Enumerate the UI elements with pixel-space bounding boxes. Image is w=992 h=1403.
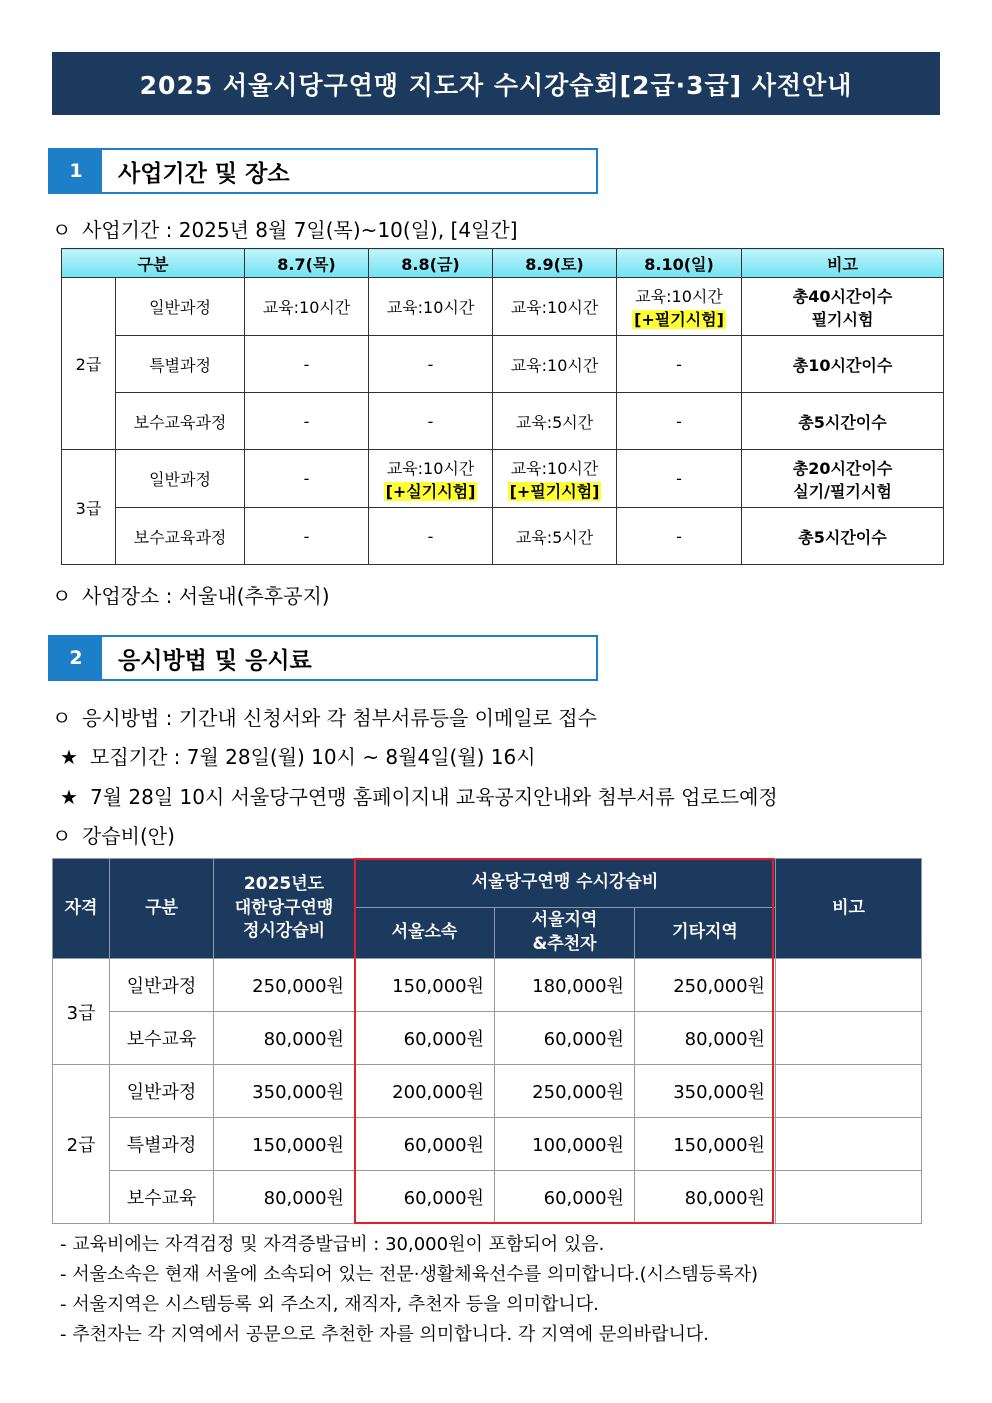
day-cell: - [617,393,742,450]
fee-region-cell: 60,000원 [495,1171,635,1224]
schedule-header-day2: 8.8(금) [369,249,493,278]
fee-regular-cell: 350,000원 [214,1065,355,1118]
day-cell: - [245,336,369,393]
fee-region-cell: 60,000원 [495,1012,635,1065]
note-line: 필기시험 [811,309,874,329]
footnote: - 교육비에는 자격검정 및 자격증발급비 : 30,000원이 포함되어 있음. [60,1234,605,1255]
day-cell: 교육:10시간 [245,278,369,336]
schedule-row [62,508,944,565]
note-cell [742,278,944,336]
day-cell: - [617,450,742,508]
fee-header-line: 서울지역 [531,910,598,931]
fee-header-row [53,859,922,908]
exam-tag: [+필기시험] [634,309,724,329]
fee-line [52,820,175,849]
fee-header-group: 서울당구연맹 수시강습비 [355,859,776,908]
day-cell: 교육:10시간 [493,336,617,393]
fee-grade-2-cell: 2급 [53,1065,110,1224]
fee-header-line: &추천자 [532,934,597,954]
note-line: 총20시간이수 [792,458,893,478]
footnote: - 추천자는 각 지역에서 공문으로 추천한 자를 의미합니다. 각 지역에 문의바랍니다. [60,1324,709,1345]
day-cell: 교육:10시간 [369,278,493,336]
fee-note-cell [776,1171,922,1224]
day-cell [493,450,617,508]
document-title: 2025 서울시당구연맹 지도자 수시강습회[2급·3급] 사전안내 [52,52,940,115]
fee-regular-cell: 250,000원 [214,959,355,1012]
fee-note-cell [776,1065,922,1118]
day-cell [617,278,742,336]
footnote: - 서울소속은 현재 서울에 소속되어 있는 전문·생활체육선수를 의미합니다.(시스템등록자) [60,1264,758,1285]
fee-other-cell: 80,000원 [635,1171,776,1224]
day-cell: - [369,336,493,393]
upload-line [60,781,778,810]
schedule-table [61,248,944,565]
day-cell: - [245,393,369,450]
method-line [52,702,597,731]
fee-other-cell: 350,000원 [635,1065,776,1118]
fee-course-cell: 일반과정 [110,1065,214,1118]
day-text: 교육:10시간 [386,458,475,478]
circle-bullet-icon: ㅇ [52,584,72,608]
fee-seoul-cell: 200,000원 [355,1065,495,1118]
method-text: 응시방법 : 기간내 신청서와 각 첨부서류등을 이메일로 접수 [82,706,597,730]
place-line [52,580,330,609]
fee-row [53,1012,922,1065]
fee-header-region [495,908,635,959]
note-cell [742,450,944,508]
period-line [52,214,518,243]
fee-header-line: 2025년도 [243,873,325,894]
section-1-number: 1 [50,150,102,192]
fee-seoul-cell: 60,000원 [355,1118,495,1171]
fee-header-line: 정시강습비 [242,921,326,942]
schedule-row [62,450,944,508]
day-cell: - [617,336,742,393]
fee-row [53,1171,922,1224]
grade-2-cell: 2급 [62,278,116,450]
upload-text: 7월 28일 10시 서울당구연맹 홈페이지내 교육공지안내와 첨부서류 업로드예정 [90,785,778,809]
fee-other-cell: 80,000원 [635,1012,776,1065]
note-cell: 총5시간이수 [742,508,944,565]
fee-header-note: 비고 [776,859,922,959]
fee-text: 강습비(안) [82,824,175,848]
course-cell: 일반과정 [116,450,245,508]
schedule-header-category: 구분 [62,249,245,278]
circle-bullet-icon: ㅇ [52,218,72,242]
exam-tag: [+실기시험] [385,481,476,501]
fee-header-course: 구분 [110,859,214,959]
fee-other-cell: 150,000원 [635,1118,776,1171]
fee-note-cell [776,1012,922,1065]
fee-seoul-cell: 150,000원 [355,959,495,1012]
course-cell: 특별과정 [116,336,245,393]
schedule-header-day4: 8.10(일) [617,249,742,278]
day-cell: - [245,450,369,508]
day-cell: - [617,508,742,565]
place-text: 사업장소 : 서울내(추후공지) [82,584,330,608]
note-cell: 총5시간이수 [742,393,944,450]
fee-header-seoul: 서울소속 [355,908,495,959]
fee-course-cell: 특별과정 [110,1118,214,1171]
fee-other-cell: 250,000원 [635,959,776,1012]
grade-3-cell: 3급 [62,450,116,565]
recruit-text: 모집기간 : 7월 28일(월) 10시 ~ 8월4일(월) 16시 [90,745,536,769]
section-2-title: 응시방법 및 응시료 [118,647,312,674]
day-cell: - [369,508,493,565]
circle-bullet-icon: ㅇ [52,824,72,848]
footnote: - 서울지역은 시스템등록 외 주소지, 재직자, 추천자 등을 의미합니다. [60,1294,599,1315]
fee-course-cell: 보수교육 [110,1012,214,1065]
fee-region-cell: 250,000원 [495,1065,635,1118]
fee-course-cell: 보수교육 [110,1171,214,1224]
day-cell: 교육:5시간 [493,393,617,450]
day-cell: 교육:10시간 [493,278,617,336]
day-cell: 교육:5시간 [493,508,617,565]
schedule-header-day1: 8.7(목) [245,249,369,278]
section-2-header [48,635,598,681]
fee-row [53,1065,922,1118]
fee-header-line: 대한당구연맹 [234,897,334,918]
star-icon: ★ [60,785,78,809]
schedule-header-day3: 8.9(토) [493,249,617,278]
fee-row [53,959,922,1012]
fee-grade-3-cell: 3급 [53,959,110,1065]
course-cell: 보수교육과정 [116,508,245,565]
day-text: 교육:10시간 [635,286,723,306]
fee-seoul-cell: 60,000원 [355,1012,495,1065]
exam-tag: [+필기시험] [509,481,600,501]
day-cell: - [369,393,493,450]
schedule-row [62,393,944,450]
fee-note-cell [776,1118,922,1171]
fee-region-cell: 100,000원 [495,1118,635,1171]
fee-header-grade: 자격 [53,859,110,959]
fee-course-cell: 일반과정 [110,959,214,1012]
fee-region-cell: 180,000원 [495,959,635,1012]
note-cell: 총10시간이수 [742,336,944,393]
day-cell [369,450,493,508]
day-text: 교육:10시간 [510,458,599,478]
schedule-header-row [62,249,944,278]
course-cell: 일반과정 [116,278,245,336]
fee-header-regular [214,859,355,959]
recruit-line [60,741,536,770]
schedule-row [62,278,944,336]
fee-table [52,858,922,1224]
note-line: 실기/필기시험 [793,481,892,501]
fee-regular-cell: 80,000원 [214,1171,355,1224]
fee-regular-cell: 80,000원 [214,1012,355,1065]
schedule-row [62,336,944,393]
schedule-header-note: 비고 [742,249,944,278]
circle-bullet-icon: ㅇ [52,706,72,730]
fee-row [53,1118,922,1171]
fee-header-other: 기타지역 [635,908,776,959]
fee-note-cell [776,959,922,1012]
course-cell: 보수교육과정 [116,393,245,450]
fee-regular-cell: 150,000원 [214,1118,355,1171]
period-text: 사업기간 : 2025년 8월 7일(목)~10(일), [4일간] [82,218,518,242]
star-icon: ★ [60,745,78,769]
section-1-header [48,148,598,194]
day-cell: - [245,508,369,565]
fee-seoul-cell: 60,000원 [355,1171,495,1224]
section-2-number: 2 [50,637,102,679]
note-line: 총40시간이수 [792,286,893,306]
section-1-title: 사업기간 및 장소 [118,160,290,187]
